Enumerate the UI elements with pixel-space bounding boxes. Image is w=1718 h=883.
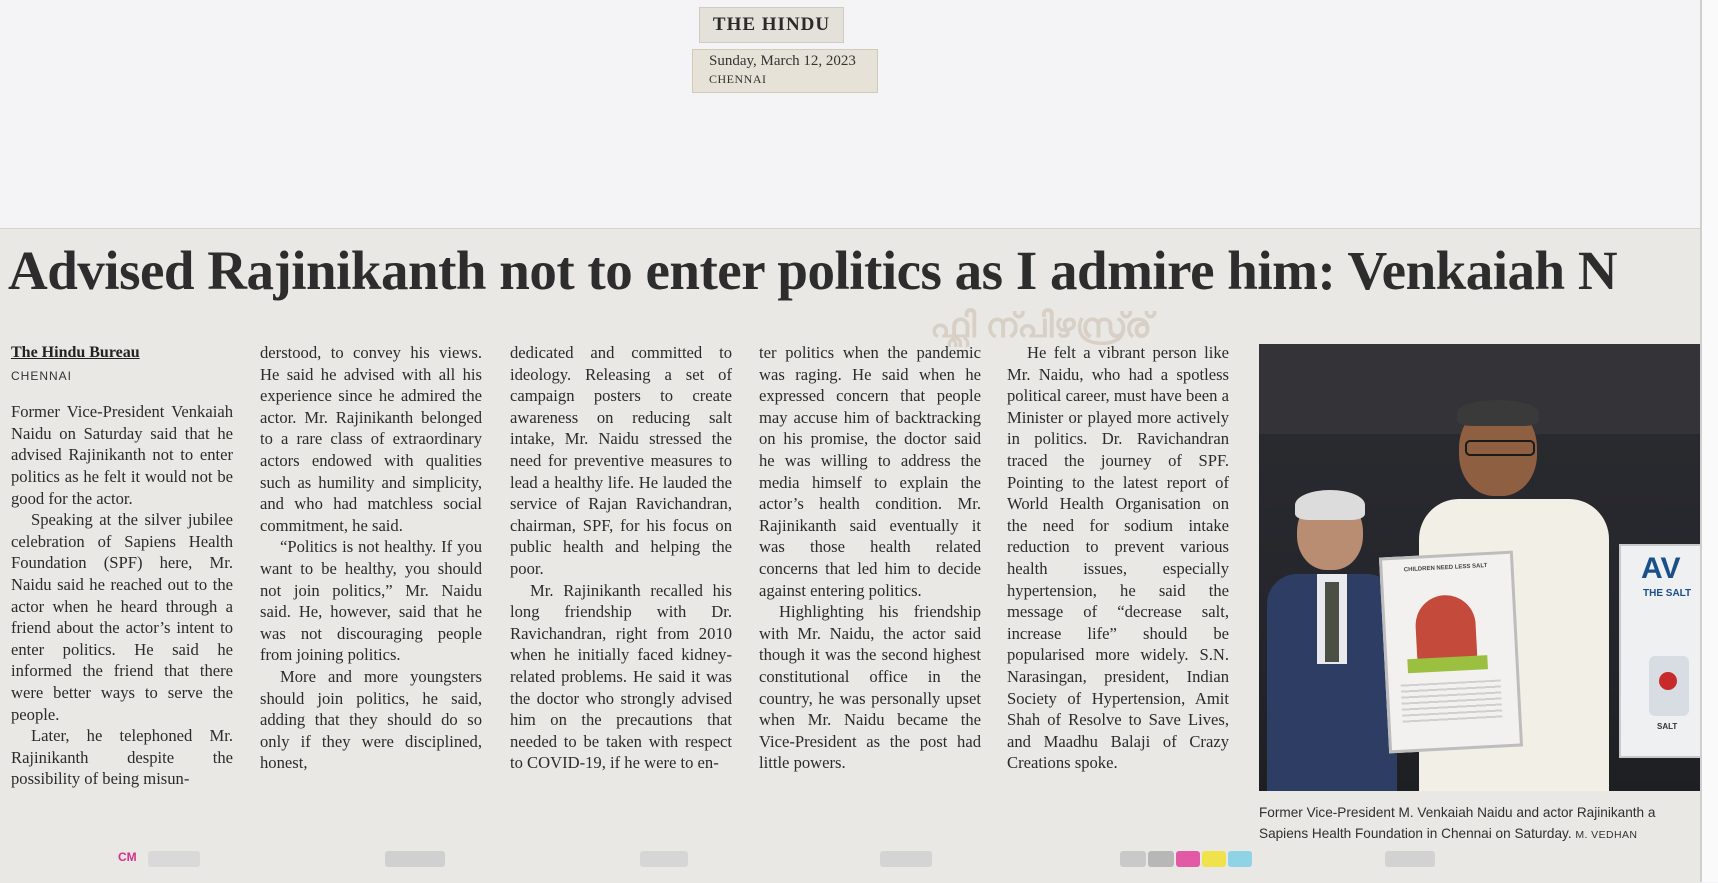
publication-city: CHENNAI — [709, 72, 767, 86]
paragraph: Former Vice-President Venkaiah Naidu on Saturday said that he advised Rajinikanth not to enter politics as he felt it would not be good for the actor. — [11, 402, 233, 508]
news-photo — [1259, 344, 1700, 791]
poster-title: CHILDREN NEED LESS SALT — [1403, 562, 1488, 574]
dateline-stamp — [692, 49, 878, 93]
campaign-poster-2 — [1619, 544, 1700, 758]
paragraph: More and more youngsters should join politics, he said, adding that they should do so only if they were disciplined, honest, — [260, 666, 482, 773]
paragraph: dedicated and committed to ideology. Releasing a set of campaign posters to create awareness on reducing salt intake, Mr. Naidu stressed the need for preventive measures to lead a healthy life. He lauded the service of Rajan Ravichandran, chairman, SPF, for his focus on public health and helping the poor. — [510, 343, 732, 578]
article-headline: Advised Rajinikanth not to enter politics as I admire him: Venkaiah N — [8, 240, 1618, 301]
print-color-bar — [640, 851, 688, 867]
photo-credit: M. VEDHAN — [1575, 829, 1638, 841]
paragraph: “Politics is not healthy. If you want to be healthy, you should not join politics,” Mr. Naidu said. He, however, said that he was not discouraging people from joining politics. — [260, 537, 482, 665]
print-color-bar — [1148, 851, 1174, 867]
print-color-bar — [1176, 851, 1200, 867]
newspaper-masthead: THE HINDU — [699, 7, 844, 43]
caption-line: Former Vice-President M. Venkaiah Naidu and actor Rajinikanth a — [1259, 805, 1656, 820]
print-color-bar — [1385, 851, 1435, 867]
page-edge — [1700, 0, 1718, 882]
bleed-through-text: ഫ്ല്ലി ന്പിഴസ്ര്ര് — [930, 307, 1153, 345]
print-color-bar — [1202, 851, 1226, 867]
article-column-2 — [260, 342, 482, 774]
paragraph: derstood, to convey his views. He said he advised with all his experience since he admired the actor. Mr. Rajinikanth belonged to a rare class of extraordinary actors endowed with qualities such as humility and simplicity, and who had matchless social commitment, he said. — [260, 343, 482, 535]
article-column-4 — [759, 342, 981, 774]
article-column-1 — [11, 342, 233, 790]
paragraph: He felt a vibrant person like Mr. Naidu, who had a spotless political career, must have been a Minister or played more actively in politics. Dr. Ravichandran traced the journey of SPF. Pointing to the latest report of World Health Organisation on the need for sodium intake reduction to prevent various health issues, especially hypertension, he said the message of “decrease salt, increase life” should be popularised more widely. S.N. Narasingan, president, Indian Society of Hypertension, Amit Shah of Resolve to Save Lives, and Maadhu Balaji of Crazy Creations spoke. — [1007, 343, 1229, 773]
paragraph: ter politics when the pandemic was raging. He said when he expressed concern that people may accuse him of backtracking on his promise, the doctor said he was willing to address the media himself to explain the actor’s health condition. Mr. Rajinikanth said eventually it was those health related concerns that led him to decide against entering politics. — [759, 343, 981, 600]
caption-line: Sapiens Health Foundation in Chennai on Saturday. — [1259, 826, 1572, 841]
publication-date: Sunday, March 12, 2023 — [709, 53, 856, 69]
poster-subtitle: THE SALT — [1643, 588, 1692, 599]
photo-caption — [1259, 802, 1700, 852]
byline: The Hindu Bureau — [11, 344, 140, 361]
print-color-bar — [385, 851, 445, 867]
print-mark-cm: CM — [118, 850, 137, 864]
news-clipping — [0, 228, 1700, 883]
paragraph: Mr. Rajinikanth recalled his long friendship with Dr. Ravichandran, right from 2010 when he initially faced kidney-related problems. He said it was the doctor who strongly advised him on the precautions that needed to be taken with respect to COVID-19, if he were to en- — [510, 580, 732, 773]
campaign-poster — [1379, 551, 1523, 754]
print-color-bar — [1120, 851, 1146, 867]
paragraph: Later, he telephoned Mr. Rajinikanth despite the possibility of being misun- — [11, 726, 233, 789]
poster-brand: AV — [1641, 552, 1681, 585]
paragraph: Highlighting his friendship with Mr. Naidu, the actor said though it was the second highest constitutional office in the country, he was personally upset when Mr. Naidu became the Vice-President as the post had little powers. — [759, 602, 981, 773]
byline-place: CHENNAI — [11, 368, 73, 383]
print-color-bar — [148, 851, 200, 867]
poster-label: SALT — [1657, 722, 1678, 731]
paragraph: Speaking at the silver jubilee celebration of Sapiens Health Foundation (SPF) here, Mr. Naidu said he reached out to the actor when he heard through a friend about the actor’s intent to enter politics. He said he informed the friend that there were better ways to serve the people. — [11, 510, 233, 724]
person-left — [1267, 494, 1397, 791]
article-column-5 — [1007, 342, 1229, 774]
print-color-bar — [1228, 851, 1252, 867]
article-column-3 — [510, 342, 732, 774]
print-color-bar — [880, 851, 932, 867]
